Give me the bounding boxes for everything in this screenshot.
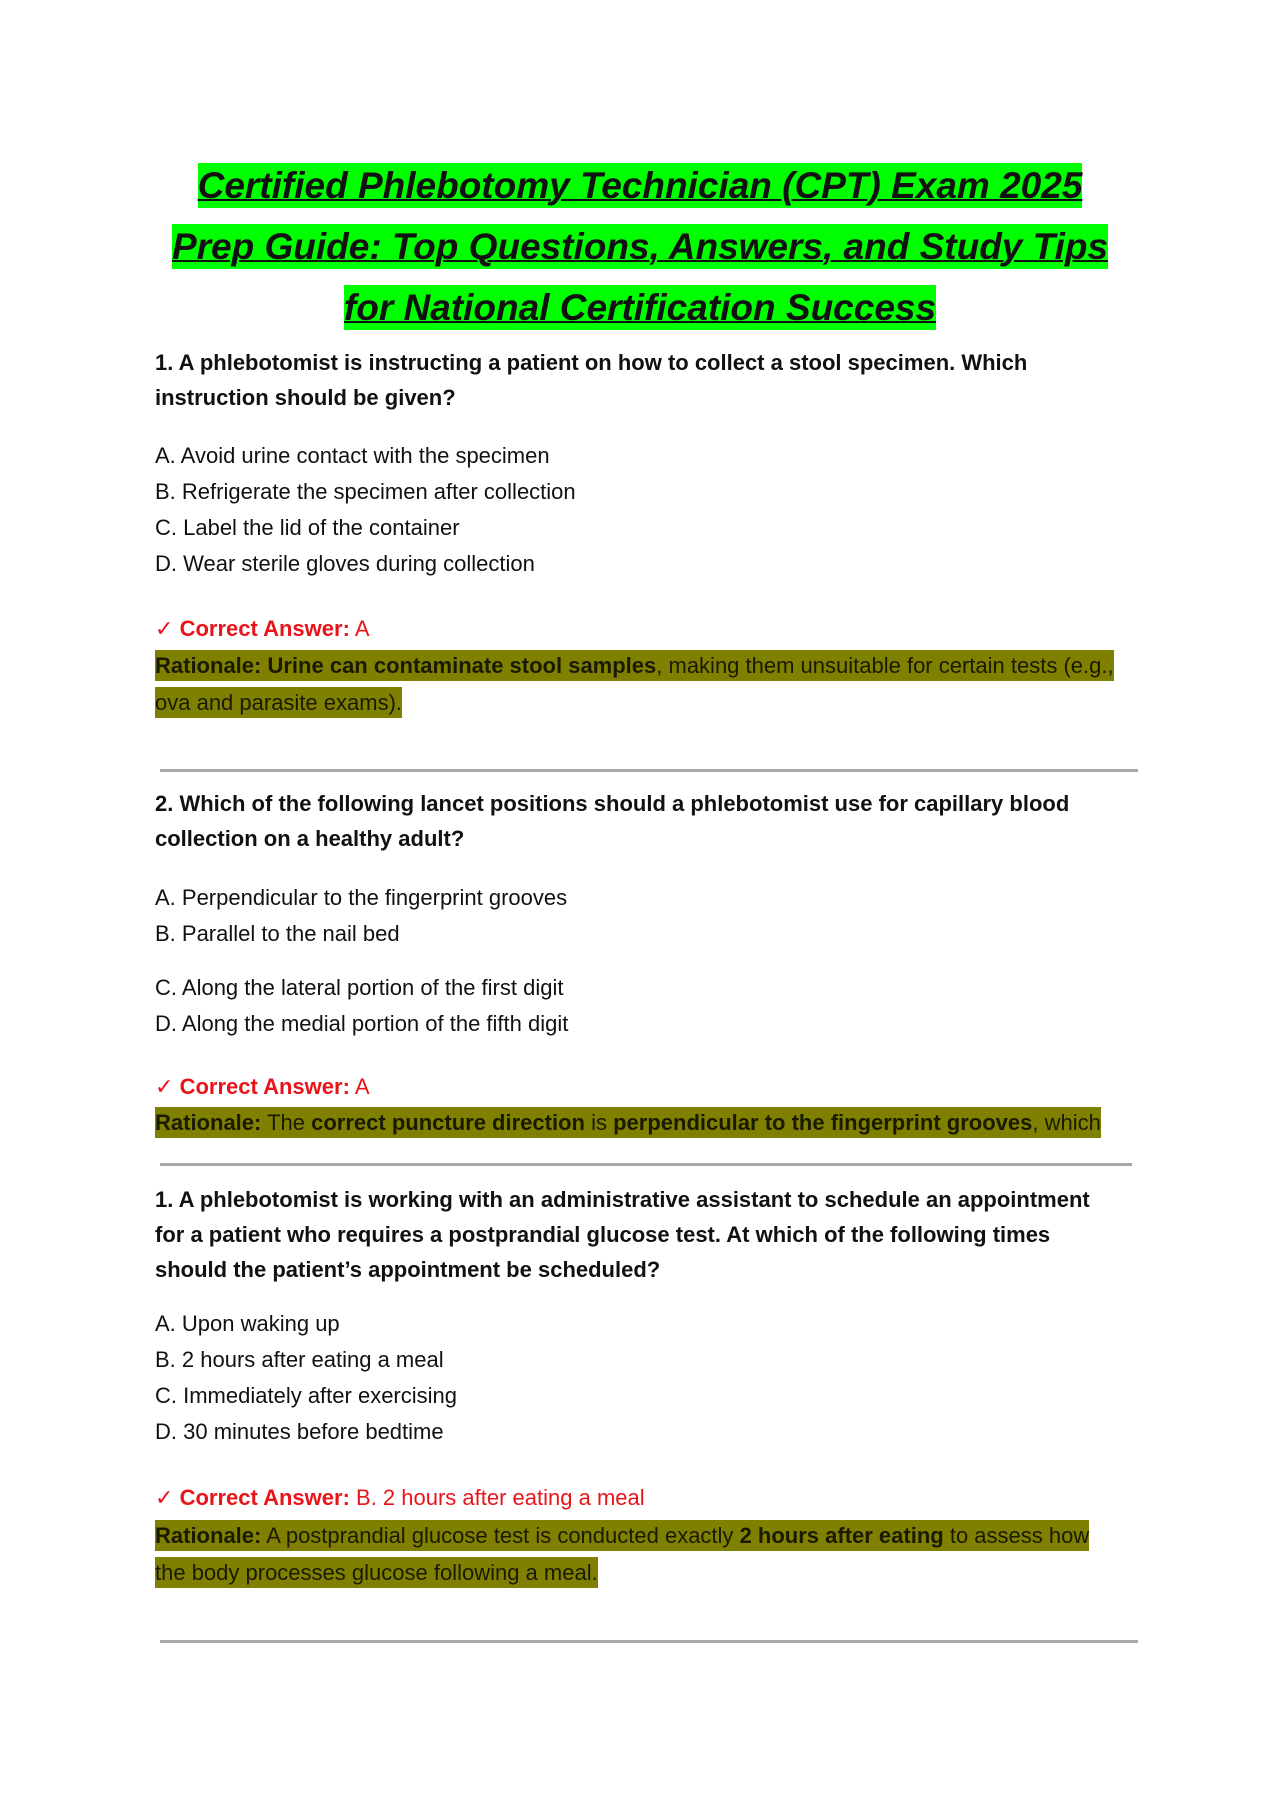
question-2-options: [155, 880, 1125, 1042]
question-3-text: 1. A phlebotomist is working with an administrative assistant to schedule an appointment for a patient who requires a postprandial glucose test. At which of the following times should the patient’s appointment be scheduled?: [155, 1187, 1090, 1282]
title-line-3: for National Certification Success: [343, 287, 937, 328]
check-icon: ✓: [155, 1074, 174, 1099]
title-line-2: Prep Guide: Top Questions, Answers, and Study Tips: [171, 226, 1109, 267]
option-item: C. Immediately after exercising: [155, 1383, 457, 1408]
document-title: [150, 155, 1130, 338]
question-3-answer: [155, 1480, 645, 1516]
rationale-bold: 2 hours after eating: [739, 1523, 944, 1548]
rationale-text: is: [591, 1110, 607, 1135]
option-item: A. Avoid urine contact with the specimen: [155, 443, 550, 468]
answer-value: A: [354, 616, 370, 641]
option-item: A. Upon waking up: [155, 1311, 340, 1336]
question-3-rationale: [155, 1517, 1115, 1591]
check-icon: ✓: [155, 616, 174, 641]
option-item: D. Wear sterile gloves during collection: [155, 551, 535, 576]
option-item: B. 2 hours after eating a meal: [155, 1347, 444, 1372]
divider: [160, 1163, 1132, 1166]
question-1-answer: [155, 611, 370, 647]
option-item: B. Parallel to the nail bed: [155, 921, 400, 946]
rationale-text: to assess how the body processes glucose following a meal.: [155, 1523, 1090, 1585]
question-1-text: 1. A phlebotomist is instructing a patient on how to collect a stool specimen. Which instruction should be given?: [155, 350, 1028, 410]
question-1-options: [155, 438, 1125, 582]
question-2-answer: [155, 1069, 370, 1105]
rationale-text: , making them unsuitable for certain tests (e.g., ova and parasite exams).: [155, 653, 1114, 715]
question-2-text: 2. Which of the following lancet positions should a phlebotomist use for capillary blood collection on a healthy adult?: [155, 791, 1070, 851]
rationale-label: Rationale:: [155, 653, 262, 678]
rationale-bold: correct puncture direction: [311, 1110, 585, 1135]
divider: [160, 769, 1138, 772]
option-item: C. Label the lid of the container: [155, 515, 460, 540]
option-item: D. 30 minutes before bedtime: [155, 1419, 444, 1444]
option-item: A. Perpendicular to the fingerprint grooves: [155, 885, 568, 910]
rationale-bold: Urine can contaminate stool samples: [267, 653, 657, 678]
check-icon: ✓: [155, 1485, 174, 1510]
option-item: B. Refrigerate the specimen after collection: [155, 479, 576, 504]
answer-label: Correct Answer:: [179, 1074, 350, 1099]
rationale-label: Rationale:: [155, 1523, 262, 1548]
rationale-text: , which: [1032, 1110, 1101, 1135]
rationale-text: A postprandial glucose test is conducted exactly: [266, 1523, 734, 1548]
option-item: D. Along the medial portion of the fifth digit: [155, 1011, 569, 1036]
divider: [160, 1640, 1138, 1643]
answer-value: B. 2 hours after eating a meal: [356, 1485, 645, 1510]
rationale-label: Rationale:: [155, 1110, 262, 1135]
option-item: C. Along the lateral portion of the first digit: [155, 975, 564, 1000]
title-line-1: Certified Phlebotomy Technician (CPT) Exam 2025: [197, 165, 1083, 206]
rationale-text: The: [267, 1110, 305, 1135]
answer-label: Correct Answer:: [179, 1485, 350, 1510]
answer-value: A: [354, 1074, 370, 1099]
answer-label: Correct Answer:: [179, 616, 350, 641]
question-3-options: [155, 1306, 1125, 1450]
question-1-rationale: [155, 647, 1115, 721]
question-2-rationale: [155, 1104, 1115, 1141]
rationale-bold: perpendicular to the fingerprint grooves: [613, 1110, 1033, 1135]
